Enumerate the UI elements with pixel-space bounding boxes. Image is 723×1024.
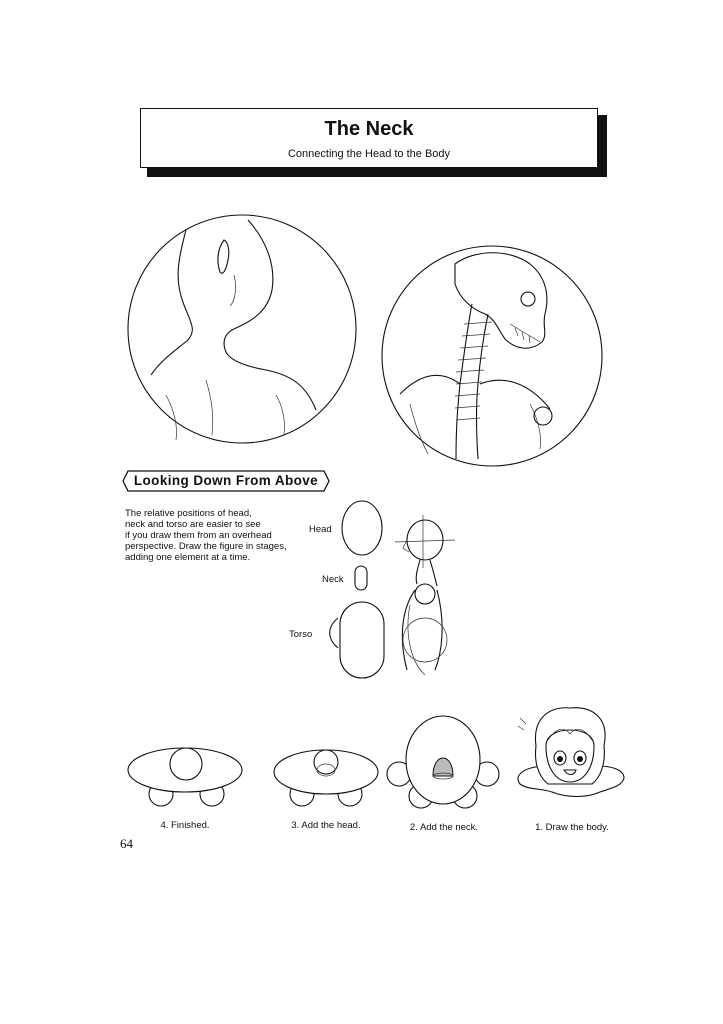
intro-line: adding one element at a time. — [125, 552, 251, 563]
step-add-neck-shapes — [383, 710, 503, 814]
step-2-caption: 2. Add the neck. — [409, 822, 479, 833]
section-heading: Looking Down From Above — [133, 473, 319, 488]
page-number: 64 — [120, 836, 133, 851]
intro-line: neck and torso are easier to see — [125, 519, 261, 530]
intro-paragraph — [125, 508, 315, 563]
torso-label: Torso — [289, 629, 313, 640]
step-4-caption: 4. Finished. — [160, 820, 210, 831]
step-1-caption: 1. Draw the body. — [535, 822, 609, 833]
neck-label: Neck — [322, 574, 344, 585]
step-3-caption: 3. Add the head. — [291, 820, 361, 831]
head-label: Head — [309, 524, 332, 535]
step-draw-body-girl-icon — [512, 706, 628, 810]
skeleton-neck-sketch-icon — [380, 244, 604, 468]
step-finished-shapes — [126, 746, 244, 816]
head-neck-torso-shapes — [320, 498, 390, 683]
page-subtitle: Connecting the Head to the Body — [287, 148, 451, 160]
intro-line: perspective. Draw the figure in stages, — [125, 541, 287, 552]
intro-line: The relative positions of head, — [125, 508, 252, 519]
side-figure-sketch-icon — [395, 510, 465, 680]
intro-line: if you draw them from an overhead — [125, 530, 272, 541]
head-shape — [342, 501, 382, 555]
neck-shape — [355, 566, 367, 590]
torso-shape — [340, 602, 384, 678]
page-title: The Neck — [324, 118, 414, 140]
neck-outline-sketch-icon — [126, 210, 358, 448]
step-add-head-shapes — [272, 742, 380, 814]
